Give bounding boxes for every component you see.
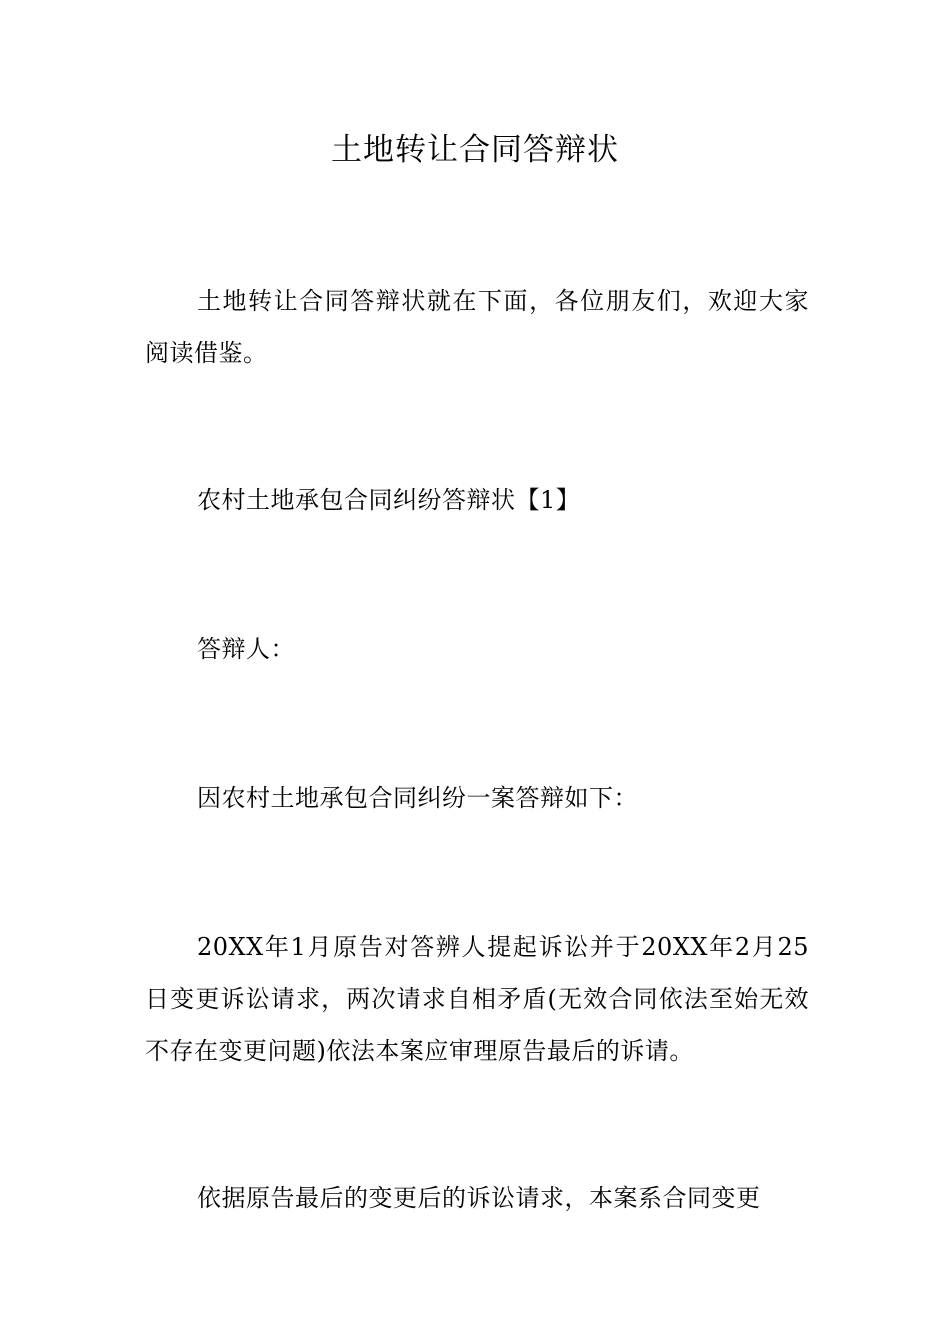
body-paragraph: 20XX年1月原告对答辨人提起诉讼并于20XX年2月25日变更诉讼请求，两次请求自相矛盾(无效合同依法至始无效不存在变更问题)依法本案应审理原告最后的诉请。	[145, 933, 809, 1065]
document-title: 土地转让合同答辩状	[331, 132, 619, 168]
intro-paragraph: 土地转让合同答辩状就在下面，各位朋友们，欢迎大家阅读借鉴。	[145, 287, 809, 367]
defense-intro-paragraph: 因农村土地承包合同纠纷一案答辩如下：	[197, 784, 638, 812]
respondent-label: 答辩人：	[197, 635, 295, 663]
section-heading: 农村土地承包合同纠纷答辩状【1】	[197, 486, 581, 514]
body-paragraph-continued: 依据原告最后的变更后的诉讼请求，本案系合同变更	[197, 1184, 761, 1212]
